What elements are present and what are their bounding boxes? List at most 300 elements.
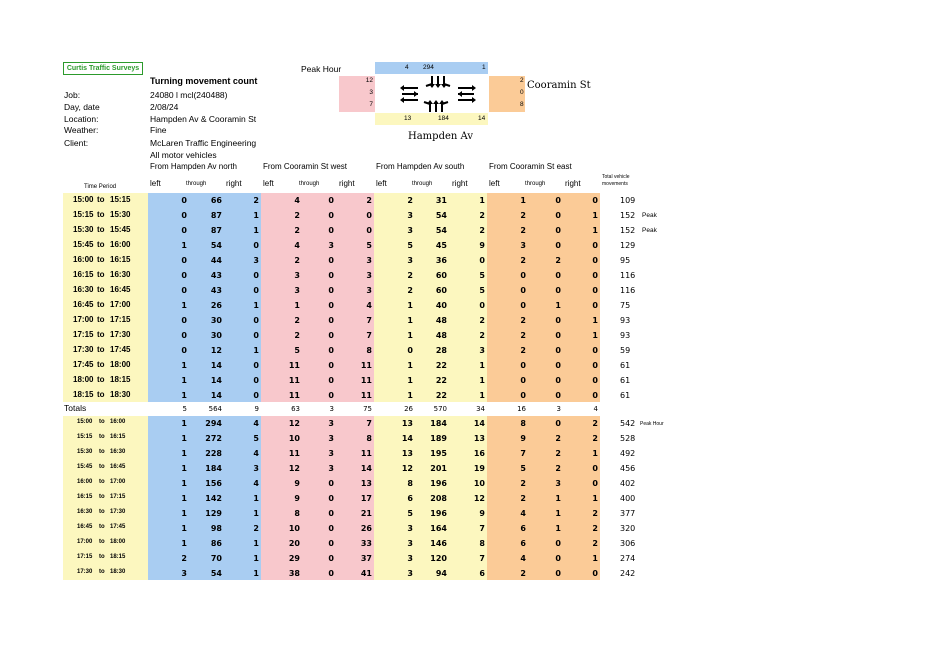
time-start: 17:15 [73, 330, 94, 339]
count-cell: 22 [435, 391, 447, 400]
time-start: 16:00 [73, 255, 94, 264]
count-cell: 1 [479, 361, 485, 370]
count-cell: 60 [435, 271, 447, 280]
diagram-south-box [375, 113, 488, 125]
count-cell: 156 [205, 479, 222, 488]
count-cell: 3 [328, 449, 334, 458]
count-cell: 2 [520, 211, 526, 220]
count-cell: 2 [479, 226, 485, 235]
count-cell: 12 [288, 464, 300, 473]
count-cell: 0 [520, 376, 526, 385]
count-cell: 0 [181, 256, 187, 265]
count-cell: 0 [520, 301, 526, 310]
count-cell: 9 [479, 241, 485, 250]
count-cell: 0 [555, 196, 561, 205]
row-total: 377 [620, 509, 636, 518]
count-cell: 5 [294, 346, 300, 355]
row-total: 402 [620, 479, 636, 488]
count-cell: 22 [435, 376, 447, 385]
count-cell: 14 [210, 376, 222, 385]
row-total: 456 [620, 464, 636, 473]
count-cell: 3 [555, 479, 561, 488]
count-cell: 1 [253, 301, 259, 310]
count-cell: 3 [328, 419, 334, 428]
diagram-south-left: 13 [404, 115, 412, 122]
time-to: to [99, 419, 105, 425]
time-to: to [99, 554, 105, 560]
count-cell: 0 [555, 211, 561, 220]
count-cell: 29 [288, 554, 300, 563]
weather-label: Weather: [64, 125, 99, 135]
col-header-right: right [565, 179, 581, 188]
time-start: 15:30 [77, 449, 93, 455]
count-cell: 17 [360, 494, 372, 503]
time-to: to [97, 345, 105, 354]
count-cell: 14 [401, 434, 413, 443]
street-label-east: Cooramin St [527, 80, 591, 91]
diagram-north-box [375, 62, 488, 74]
count-cell: 3 [407, 539, 413, 548]
col-header-right: right [226, 179, 242, 188]
count-cell: 6 [520, 539, 526, 548]
count-cell: 0 [181, 196, 187, 205]
job-label: Job: [64, 90, 81, 100]
count-cell: 0 [328, 316, 334, 325]
time-start: 17:00 [77, 539, 93, 545]
total-cell: 570 [433, 405, 447, 413]
count-cell: 1 [592, 211, 598, 220]
count-cell: 28 [435, 346, 447, 355]
count-cell: 2 [592, 539, 598, 548]
count-cell: 40 [435, 301, 447, 310]
totals-label: Totals [64, 403, 87, 413]
col-header-through: through [525, 181, 546, 187]
count-cell: 2 [520, 331, 526, 340]
count-cell: 0 [479, 256, 485, 265]
count-cell: 14 [360, 464, 372, 473]
count-cell: 13 [401, 449, 413, 458]
col-header-right: right [339, 179, 355, 188]
time-to: to [97, 285, 105, 294]
time-to: to [97, 240, 105, 249]
count-cell: 7 [520, 449, 526, 458]
count-cell: 2 [294, 226, 300, 235]
count-cell: 26 [360, 524, 372, 533]
count-cell: 0 [181, 271, 187, 280]
row-total: 528 [620, 434, 636, 443]
count-cell: 196 [430, 509, 447, 518]
diagram-north-through: 294 [423, 64, 434, 71]
count-cell: 0 [181, 331, 187, 340]
count-cell: 0 [253, 361, 259, 370]
time-to: to [97, 255, 105, 264]
count-cell: 0 [407, 346, 413, 355]
time-end: 16:00 [110, 419, 126, 425]
count-cell: 0 [592, 464, 598, 473]
count-cell: 0 [555, 316, 561, 325]
count-cell: 4 [294, 241, 300, 250]
count-cell: 48 [435, 331, 447, 340]
weather-value: Fine [150, 125, 167, 135]
count-cell: 2 [253, 196, 259, 205]
count-cell: 30 [210, 316, 222, 325]
count-cell: 1 [253, 494, 259, 503]
count-cell: 228 [205, 449, 222, 458]
count-cell: 1 [592, 494, 598, 503]
count-cell: 11 [288, 376, 300, 385]
time-start: 15:00 [77, 419, 93, 425]
count-cell: 3 [328, 464, 334, 473]
total-vehicle-header: Total vehicle movements [602, 174, 630, 187]
time-end: 17:30 [110, 509, 126, 515]
count-cell: 22 [435, 361, 447, 370]
time-to: to [99, 509, 105, 515]
count-cell: 0 [555, 569, 561, 578]
count-cell: 2 [181, 554, 187, 563]
time-end: 18:15 [110, 554, 126, 560]
count-cell: 2 [520, 569, 526, 578]
count-cell: 3 [407, 554, 413, 563]
time-end: 16:15 [110, 255, 131, 264]
count-cell: 0 [181, 346, 187, 355]
time-to: to [99, 524, 105, 530]
diagram-south-through: 184 [438, 115, 449, 122]
count-cell: 0 [328, 286, 334, 295]
total-cell: 16 [517, 405, 526, 413]
count-cell: 54 [210, 241, 222, 250]
time-band-hr [63, 416, 148, 580]
count-cell: 0 [479, 301, 485, 310]
row-total: 306 [620, 539, 636, 548]
client-value: McLaren Traffic Engineering [150, 138, 257, 148]
count-cell: 0 [555, 286, 561, 295]
count-cell: 8 [407, 479, 413, 488]
count-cell: 1 [181, 509, 187, 518]
peak-note: Peak Hour [640, 421, 664, 427]
count-cell: 189 [430, 434, 447, 443]
count-cell: 184 [430, 419, 447, 428]
count-cell: 4 [253, 449, 259, 458]
count-cell: 54 [210, 569, 222, 578]
page-title: Turning movement count [150, 76, 258, 86]
time-end: 17:15 [110, 494, 126, 500]
time-to: to [97, 315, 105, 324]
count-cell: 1 [253, 509, 259, 518]
count-cell: 0 [328, 479, 334, 488]
count-cell: 14 [210, 361, 222, 370]
count-cell: 1 [407, 331, 413, 340]
row-total: 109 [620, 196, 636, 205]
count-cell: 0 [328, 301, 334, 310]
count-cell: 0 [592, 241, 598, 250]
location-label: Location: [64, 114, 99, 124]
count-cell: 1 [592, 449, 598, 458]
count-cell: 2 [294, 316, 300, 325]
time-end: 18:30 [110, 390, 131, 399]
turning-arrows-icon [400, 74, 476, 114]
count-cell: 2 [366, 196, 372, 205]
time-start: 15:00 [73, 195, 94, 204]
count-cell: 7 [366, 419, 372, 428]
row-total: 492 [620, 449, 636, 458]
diagram-west-1: 12 [365, 77, 373, 84]
time-to: to [99, 434, 105, 440]
count-cell: 6 [520, 524, 526, 533]
count-cell: 2 [253, 524, 259, 533]
count-cell: 66 [210, 196, 222, 205]
count-cell: 38 [288, 569, 300, 578]
count-cell: 3 [294, 271, 300, 280]
time-to: to [99, 494, 105, 500]
count-cell: 184 [205, 464, 222, 473]
count-cell: 1 [555, 494, 561, 503]
count-cell: 294 [205, 419, 222, 428]
count-cell: 11 [288, 449, 300, 458]
count-cell: 0 [253, 391, 259, 400]
row-total: 400 [620, 494, 636, 503]
count-cell: 8 [479, 539, 485, 548]
count-cell: 1 [592, 331, 598, 340]
count-cell: 0 [181, 286, 187, 295]
count-cell: 3 [328, 434, 334, 443]
count-cell: 0 [253, 331, 259, 340]
count-cell: 0 [328, 361, 334, 370]
time-start: 16:45 [77, 524, 93, 530]
count-cell: 4 [520, 509, 526, 518]
col-header-through: through [412, 181, 433, 187]
count-cell: 11 [288, 391, 300, 400]
count-cell: 2 [520, 316, 526, 325]
count-cell: 0 [328, 346, 334, 355]
time-to: to [97, 210, 105, 219]
col-header-left: left [263, 179, 274, 188]
count-cell: 129 [205, 509, 222, 518]
count-cell: 201 [430, 464, 447, 473]
count-cell: 4 [253, 479, 259, 488]
count-cell: 2 [592, 434, 598, 443]
count-cell: 87 [210, 211, 222, 220]
count-cell: 1 [181, 376, 187, 385]
count-cell: 4 [366, 301, 372, 310]
count-cell: 0 [555, 226, 561, 235]
count-cell: 1 [181, 391, 187, 400]
count-cell: 8 [366, 346, 372, 355]
count-cell: 0 [328, 271, 334, 280]
diagram-east-3: 8 [520, 101, 524, 108]
count-cell: 30 [210, 331, 222, 340]
time-end: 16:45 [110, 285, 131, 294]
diagram-south-right: 14 [478, 115, 486, 122]
time-to: to [97, 195, 105, 204]
col-header-left: left [489, 179, 500, 188]
count-cell: 12 [401, 464, 413, 473]
count-cell: 164 [430, 524, 447, 533]
count-cell: 11 [360, 391, 372, 400]
count-cell: 16 [473, 449, 485, 458]
count-cell: 31 [435, 196, 447, 205]
count-cell: 1 [253, 539, 259, 548]
count-cell: 3 [294, 286, 300, 295]
row-total: 61 [620, 391, 631, 400]
count-cell: 8 [520, 419, 526, 428]
time-period-header: Time Period [84, 184, 117, 190]
time-end: 17:30 [110, 330, 131, 339]
count-cell: 14 [473, 419, 485, 428]
time-start: 15:15 [73, 210, 94, 219]
time-start: 17:45 [73, 360, 94, 369]
time-start: 15:15 [77, 434, 93, 440]
time-start: 16:30 [77, 509, 93, 515]
time-end: 16:15 [110, 434, 126, 440]
count-cell: 12 [288, 419, 300, 428]
time-start: 16:00 [77, 479, 93, 485]
count-cell: 0 [328, 524, 334, 533]
count-cell: 2 [555, 449, 561, 458]
count-cell: 1 [181, 434, 187, 443]
count-cell: 0 [181, 316, 187, 325]
count-cell: 11 [288, 361, 300, 370]
count-cell: 2 [479, 316, 485, 325]
count-cell: 20 [288, 539, 300, 548]
time-end: 18:30 [110, 569, 126, 575]
time-end: 16:00 [110, 240, 131, 249]
time-end: 16:30 [110, 449, 126, 455]
count-cell: 60 [435, 286, 447, 295]
count-cell: 5 [407, 509, 413, 518]
count-cell: 37 [360, 554, 372, 563]
time-start: 17:30 [73, 345, 94, 354]
count-cell: 1 [294, 301, 300, 310]
count-cell: 26 [210, 301, 222, 310]
count-cell: 1 [253, 554, 259, 563]
count-cell: 5 [479, 271, 485, 280]
time-end: 16:30 [110, 270, 131, 279]
count-cell: 1 [181, 301, 187, 310]
count-cell: 1 [181, 524, 187, 533]
row-total: 116 [620, 286, 636, 295]
count-cell: 142 [205, 494, 222, 503]
count-cell: 9 [294, 494, 300, 503]
count-cell: 13 [473, 434, 485, 443]
day-value: 2/08/24 [150, 102, 179, 112]
row-total: 93 [620, 331, 631, 340]
count-cell: 0 [520, 361, 526, 370]
count-cell: 3 [366, 271, 372, 280]
time-to: to [97, 360, 105, 369]
count-cell: 0 [328, 211, 334, 220]
count-cell: 2 [407, 286, 413, 295]
total-cell: 75 [363, 405, 372, 413]
count-cell: 0 [181, 226, 187, 235]
count-cell: 0 [592, 391, 598, 400]
count-cell: 1 [253, 346, 259, 355]
time-end: 17:00 [110, 479, 126, 485]
count-cell: 11 [360, 449, 372, 458]
time-to: to [97, 330, 105, 339]
count-cell: 4 [294, 196, 300, 205]
count-cell: 6 [479, 569, 485, 578]
diagram-east-2: 0 [520, 89, 524, 96]
count-cell: 0 [253, 286, 259, 295]
time-to: to [99, 479, 105, 485]
count-cell: 6 [407, 494, 413, 503]
count-cell: 43 [210, 286, 222, 295]
count-cell: 7 [479, 554, 485, 563]
count-cell: 9 [520, 434, 526, 443]
time-end: 18:15 [110, 375, 131, 384]
count-cell: 11 [360, 361, 372, 370]
count-cell: 1 [407, 361, 413, 370]
count-cell: 7 [479, 524, 485, 533]
time-end: 18:00 [110, 360, 131, 369]
count-cell: 3 [366, 256, 372, 265]
time-to: to [99, 539, 105, 545]
count-cell: 0 [592, 376, 598, 385]
count-cell: 21 [360, 509, 372, 518]
count-cell: 2 [592, 509, 598, 518]
count-cell: 2 [479, 211, 485, 220]
time-to: to [97, 375, 105, 384]
count-cell: 146 [430, 539, 447, 548]
time-to: to [97, 270, 105, 279]
time-start: 16:30 [73, 285, 94, 294]
count-cell: 48 [435, 316, 447, 325]
count-cell: 0 [555, 361, 561, 370]
count-cell: 12 [210, 346, 222, 355]
count-cell: 1 [181, 494, 187, 503]
count-cell: 54 [435, 226, 447, 235]
total-cell: 26 [404, 405, 413, 413]
time-end: 18:00 [110, 539, 126, 545]
count-cell: 1 [181, 449, 187, 458]
count-cell: 70 [210, 554, 222, 563]
time-start: 17:15 [77, 554, 93, 560]
row-total: 61 [620, 361, 631, 370]
row-total: 95 [620, 256, 631, 265]
group-header-east: From Cooramin St east [489, 162, 572, 171]
time-end: 15:45 [110, 225, 131, 234]
count-cell: 0 [555, 419, 561, 428]
count-cell: 2 [520, 226, 526, 235]
count-cell: 0 [366, 211, 372, 220]
count-cell: 0 [328, 256, 334, 265]
count-cell: 0 [555, 331, 561, 340]
count-cell: 3 [407, 256, 413, 265]
count-cell: 9 [294, 479, 300, 488]
count-cell: 2 [294, 211, 300, 220]
count-cell: 0 [253, 241, 259, 250]
diagram-east-1: 2 [520, 77, 524, 84]
time-end: 17:45 [110, 524, 126, 530]
count-cell: 10 [288, 434, 300, 443]
time-to: to [97, 225, 105, 234]
count-cell: 2 [294, 256, 300, 265]
count-cell: 14 [210, 391, 222, 400]
row-total: 116 [620, 271, 636, 280]
count-cell: 0 [592, 569, 598, 578]
count-cell: 33 [360, 539, 372, 548]
diagram-north-left: 4 [405, 64, 409, 71]
row-total: 61 [620, 376, 631, 385]
count-cell: 0 [592, 346, 598, 355]
count-cell: 195 [430, 449, 447, 458]
count-cell: 1 [555, 509, 561, 518]
count-cell: 5 [253, 434, 259, 443]
col-header-through: through [186, 181, 207, 187]
time-to: to [97, 390, 105, 399]
count-cell: 120 [430, 554, 447, 563]
col-header-left: left [376, 179, 387, 188]
